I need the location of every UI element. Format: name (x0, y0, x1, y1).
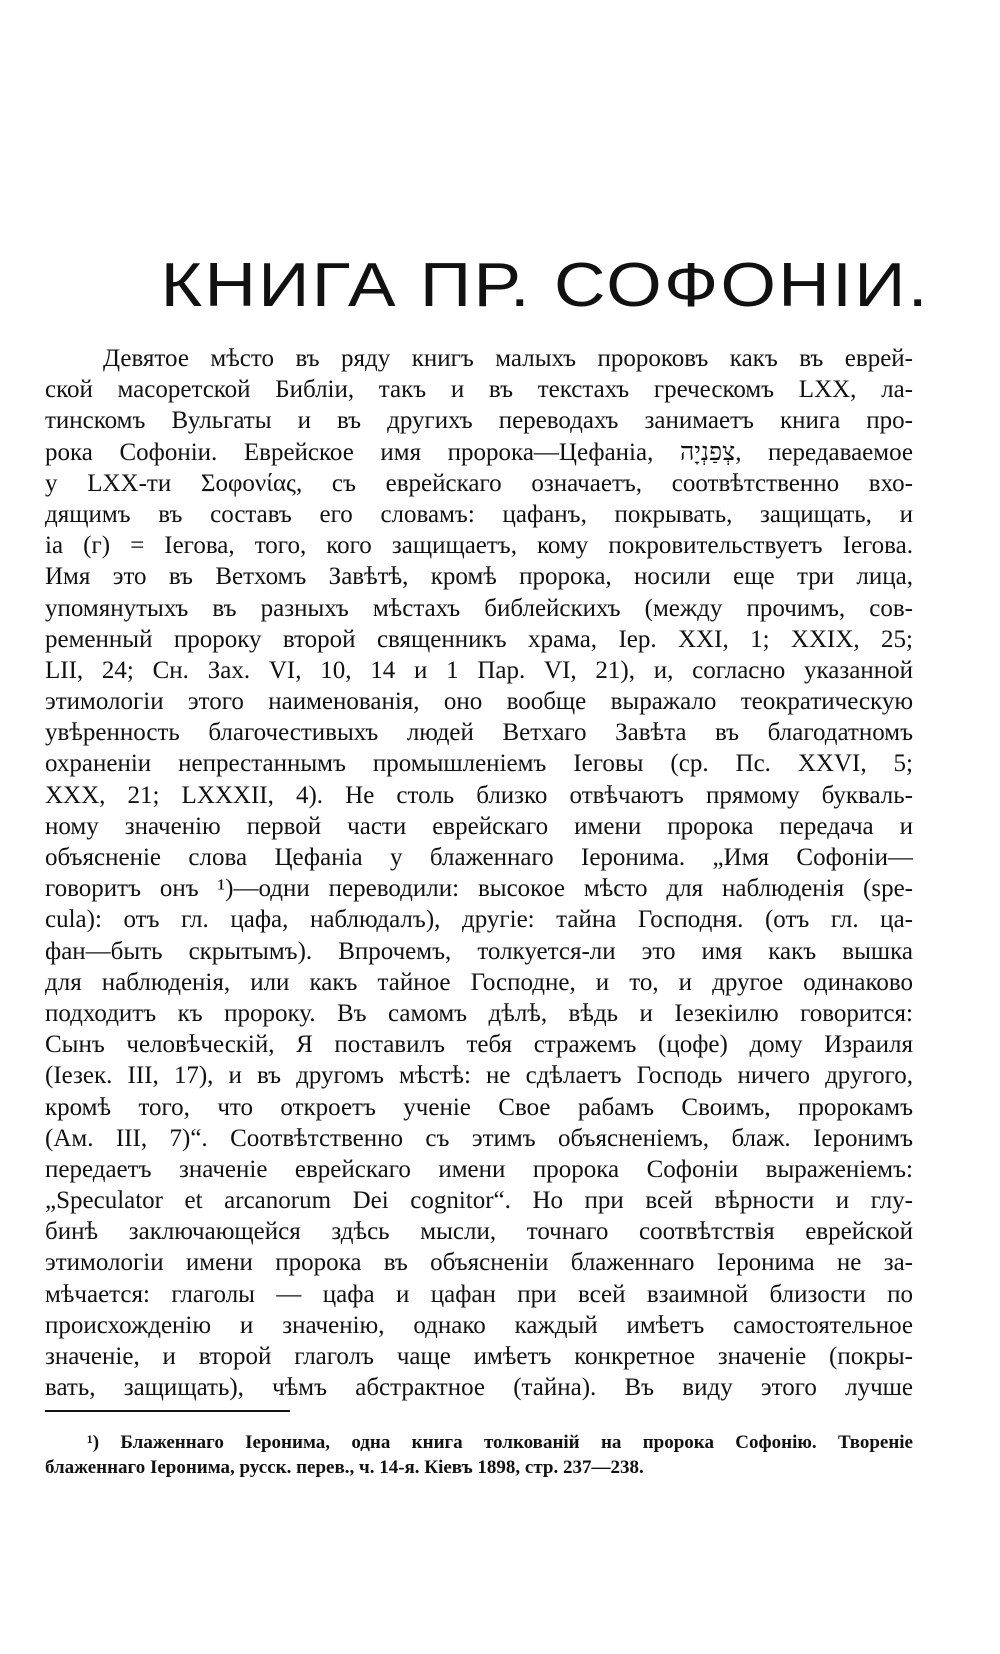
text-line: этимологіи имени пророка въ объясненіи блаженнаго Іеронима не за- (45, 1249, 913, 1277)
text-line: Сынъ человѣческій, Я поставилъ тебя стражемъ (цофе) дому Израиля (45, 1031, 913, 1059)
text-line: іа (г) = Іегова, того, кого защищаетъ, кому покровительствуетъ Іегова. (45, 532, 913, 560)
text-line: происхожденію и значенію, однако каждый имѣетъ самостоятельное (45, 1311, 913, 1339)
text-line: для наблюденія, или какъ тайное Господне, и то, и другое одинаково (45, 968, 913, 996)
page-title: КНИГА ПР. СОФОНІИ. (160, 251, 930, 320)
text-line: рока Софоніи. Еврейское имя пророка—Цефаніа, צְפַנְיָה, передаваемое (45, 438, 913, 466)
text-line: „Speculator et arcanorum Dei cognitor“. Но при всей вѣрности и глу- (45, 1187, 913, 1215)
text-line: подходитъ къ пророку. Въ самомъ дѣлѣ, вѣдь и Іезекіилю говорится: (45, 999, 913, 1027)
text-line: значеніе, и второй глаголъ чаще имѣетъ конкретное значеніе (покры- (45, 1343, 913, 1370)
text-line: упомянутыхъ въ разныхъ мѣстахъ библейскихъ (между прочимъ, сов- (45, 594, 913, 622)
text-line: Имя это въ Ветхомъ Завѣтѣ, кромѣ пророка, носили еще три лица, (45, 563, 913, 591)
text-line: вать, защищать), чѣмъ абстрактное (тайна). Въ виду этого лучше (45, 1374, 913, 1402)
text-line: у LXX-ти Σοφονίας, съ еврейскаго означаетъ, соотвѣтственно вхо- (45, 469, 913, 497)
text-line: этимологіи этого наименованія, оно вообще выражало теократическую (45, 688, 913, 716)
footnote-line: блаженнаго Іеронима, русск. перев., ч. 14-я. Кіевъ 1898, стр. 237—238. (45, 1457, 644, 1478)
text-line: передаетъ значеніе еврейскаго имени пророка Софоніи выраженіемъ: (45, 1155, 913, 1183)
footnote-line: ¹) Блаженнаго Іеронима, одна книга толкованій на пророка Софонію. Твореніе (87, 1432, 913, 1453)
text-line: LII, 24; Сн. Зах. VI, 10, 14 и 1 Пар. VI, 21), и, согласно указанной (45, 656, 913, 684)
text-line: дящимъ въ составъ его словамъ: цафанъ, покрывать, защищать, и (45, 500, 913, 528)
footnote-divider (45, 1410, 290, 1412)
text-line: кромѣ того, что откроетъ ученіе Свое рабамъ Своимъ, пророкамъ (45, 1093, 913, 1121)
text-line: объясненіе слова Цефаніа у блаженнаго Іеронима. „Имя Софоніи— (45, 844, 913, 871)
text-line: (Іезек. III, 17), и въ другомъ мѣстѣ: не сдѣлаетъ Господь ничего другого, (45, 1062, 913, 1090)
footnote (45, 1430, 913, 1480)
text-line: мѣчается: глаголы — цафа и цафан при всей взаимной близости по (45, 1280, 913, 1308)
text-line: ному значенію первой части еврейскаго имени пророка передача и (45, 812, 913, 840)
text-line: увѣренность благочестивыхъ людей Ветхаго Завѣта въ благодатномъ (45, 719, 913, 747)
text-line: ременный пророку второй священникъ храма, Іер. XXI, 1; XXIX, 25; (45, 625, 913, 653)
text-line: ской масоретской Библіи, такъ и въ текстахъ греческомъ LXX, ла- (45, 376, 913, 404)
text-line: бинѣ заключающейся здѣсь мысли, точнаго соотвѣтствія еврейской (45, 1218, 913, 1246)
text-line: говоритъ онъ ¹)—одни переводили: высокое мѣсто для наблюденія (spe- (45, 875, 913, 903)
text-line: XXX, 21; LXXXII, 4). Не столь близко отвѣчаютъ прямому букваль- (45, 781, 913, 809)
text-line: охраненіи непрестаннымъ промышленіемъ Іеговы (ср. Пс. XXVI, 5; (45, 750, 913, 778)
text-line: Девятое мѣсто въ ряду книгъ малыхъ пророковъ какъ въ еврей- (103, 345, 913, 372)
text-line: (Ам. III, 7)“. Соотвѣтственно съ этимъ объясненіемъ, блаж. Іеронимъ (45, 1124, 913, 1152)
text-line: фан—быть скрытымъ). Впрочемъ, толкуется-ли это имя какъ вышка (45, 937, 913, 965)
text-line: cula): отъ гл. цафа, наблюдалъ), другіе: тайна Господня. (отъ гл. ца- (45, 906, 913, 934)
main-text (45, 343, 913, 1403)
text-line: тинскомъ Вульгаты и въ другихъ переводахъ занимаетъ книга про- (45, 407, 913, 435)
